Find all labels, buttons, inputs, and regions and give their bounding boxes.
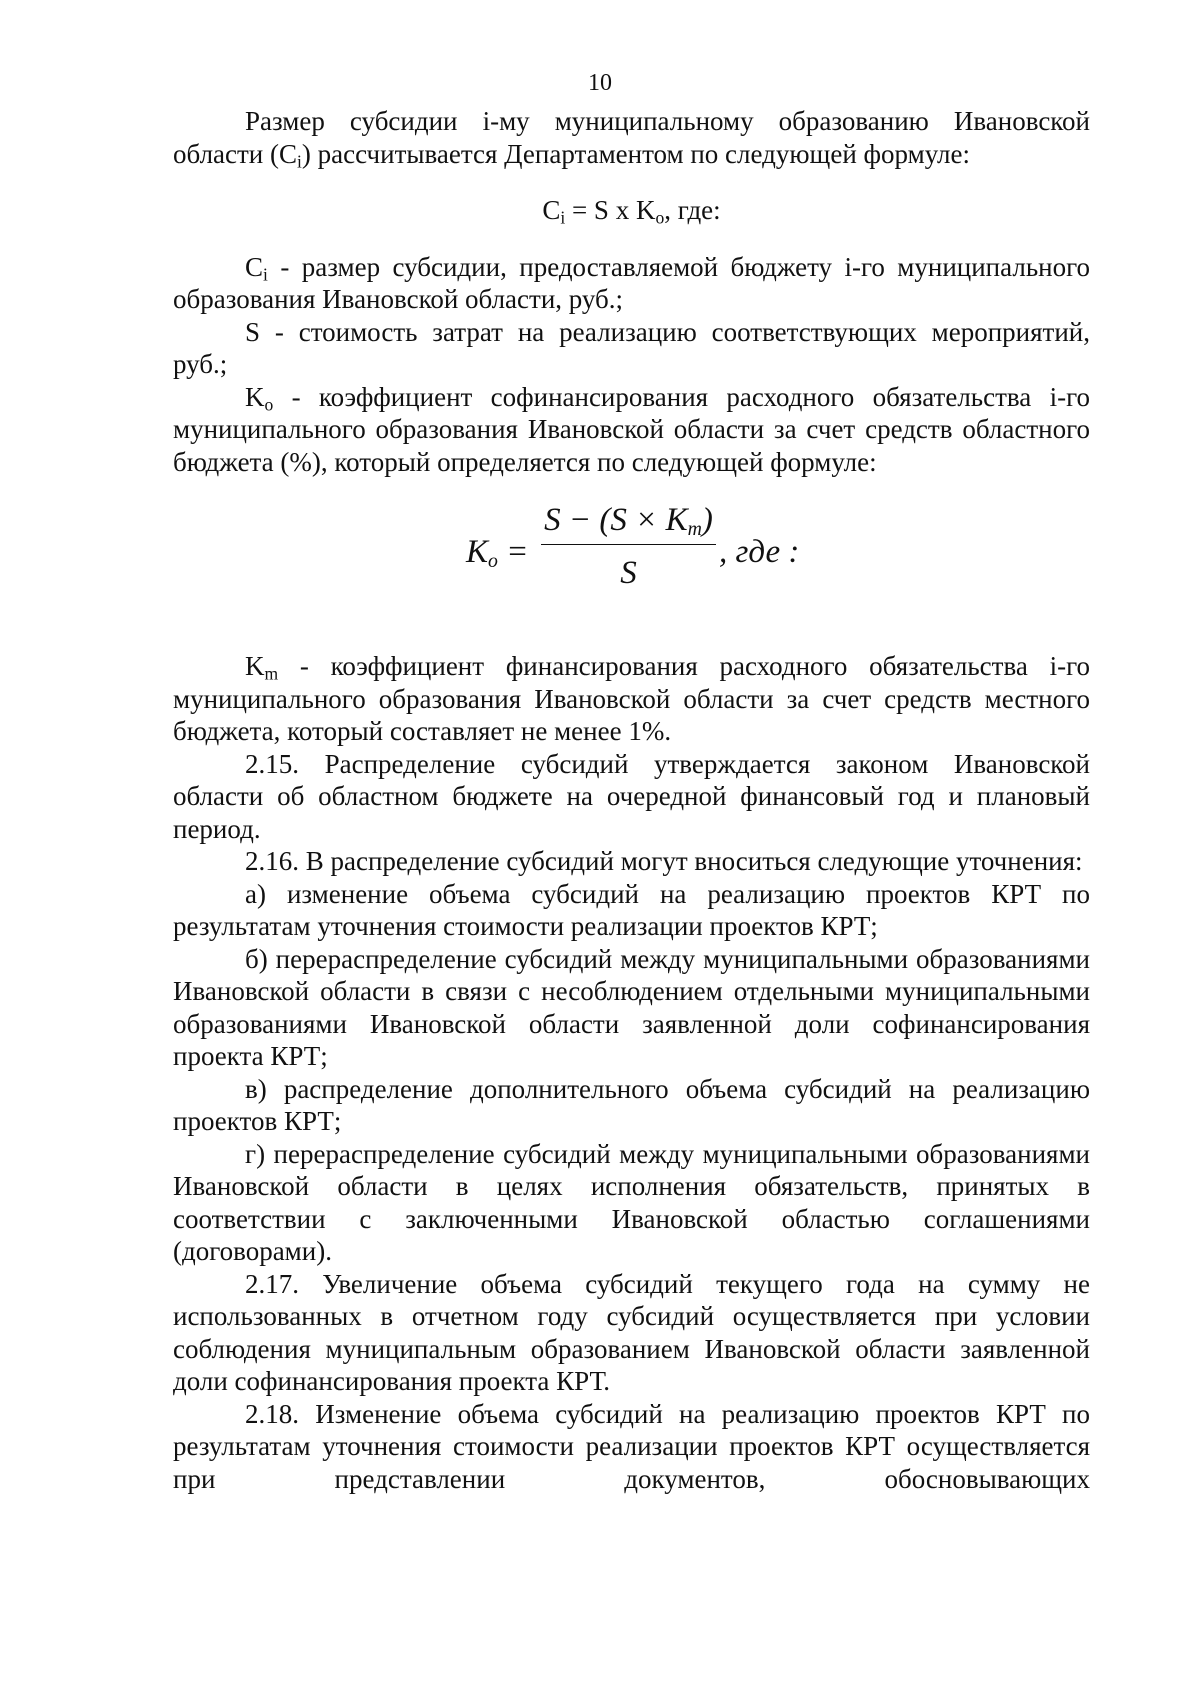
formula-ko-numerator-text: S − (S × K [544,502,688,538]
formula-ko-fraction [541,500,716,593]
definition-ci [173,251,1090,316]
definition-ci-symbol: C [245,251,264,282]
definition-km-sub: m [264,663,279,684]
formula-ko [173,500,1090,618]
definition-s: S - стоимость затрат на реализацию соответствующих мероприятий, руб.; [173,316,1090,379]
definition-ko-symbol: K [245,381,265,412]
formula-ko-numerator [541,500,716,545]
formula-ko-tail: , где : [719,534,800,570]
formula-ko-numerator-sub: m [687,517,702,540]
definition-ci-text: - размер субсидии, предоставляемой бюджету i-го муниципального образования Ивановской области, руб.; [173,251,1090,314]
paragraph-2-16: 2.16. В распределение субсидий могут вноситься следующие уточнения: [245,846,1083,876]
formula-ci-tail: , где: [664,195,721,225]
formula-ci-mid-sub: o [655,207,665,228]
formula-ko-lhs [466,534,529,572]
paragraph-2-16-g: г) перераспределение субсидий между муниципальными образованиями Ивановской области в целях исполнения обязательств, принятых в соответствии с заключенными Ивановской областью соглашениями (договорами). [173,1138,1090,1266]
intro-tail: ) рассчитывается Департаментом по следующей формуле: [301,138,970,169]
page-number: 10 [588,70,612,96]
paragraph-2-18: 2.18. Изменение объема субсидий на реализацию проектов КРТ по результатам уточнения стоимости реализации проектов КРТ осуществляется при представлении документов, обосновывающих [173,1398,1090,1494]
definition-ci-sub: i [263,263,268,284]
formula-ci-mid: = S x K [565,195,656,225]
intro-text: Размер субсидии i-му муниципальному образованию Ивановской области (C [173,106,1090,169]
definition-km-text: - коэффициент финансирования расходного обязательства i-го муниципального образования Ивановской области за счет средств местного бюджета, который составляет не менее 1%. [173,651,1090,746]
intro-paragraph [173,105,1090,170]
document-body [173,105,1090,1495]
formula-ko-lhs-sub: o [488,549,498,572]
formula-ko-numerator-tail: ) [701,502,713,538]
definition-km-symbol: K [245,651,265,681]
formula-ko-equals: = [497,534,529,570]
paragraph-2-16-a: а) изменение объема субсидий на реализацию проектов КРТ по результатам уточнения стоимости реализации проектов КРТ; [173,878,1090,941]
formula-ko-lhs-symbol: K [466,534,489,570]
definition-km [173,650,1090,748]
formula-ci [173,194,1090,227]
paragraph-2-15: 2.15. Распределение субсидий утверждается законом Ивановской области об областном бюджете на очередной финансовый год и плановый период. [173,748,1090,844]
paragraph-2-16-v: в) распределение дополнительного объема субсидий на реализацию проектов КРТ; [173,1073,1090,1136]
intro-subscript: i [297,150,302,171]
formula-ci-lhs: C [542,195,561,225]
paragraph-2-17: 2.17. Увеличение объема субсидий текущего года на сумму не использованных в отчетном году субсидий осуществляется при условии соблюдения муниципальным образованием Ивановской области заявленной доли софинансирования проекта КРТ. [173,1268,1090,1396]
formula-ko-denominator: S [620,555,637,591]
definition-ko [173,381,1090,479]
paragraph-2-16-b: б) перераспределение субсидий между муниципальными образованиями Ивановской области в связи с несоблюдением отдельными муниципальными образованиями Ивановской области заявленной доли софинансирования проекта КРТ; [173,943,1090,1071]
definition-ko-text: - коэффициент софинансирования расходного обязательства i-го муниципального образования Ивановской области за счет средств областного бюджета (%), который определяется по следующей формуле: [173,381,1090,477]
definition-ko-sub: o [264,393,274,414]
formula-ci-lhs-sub: i [560,207,566,228]
